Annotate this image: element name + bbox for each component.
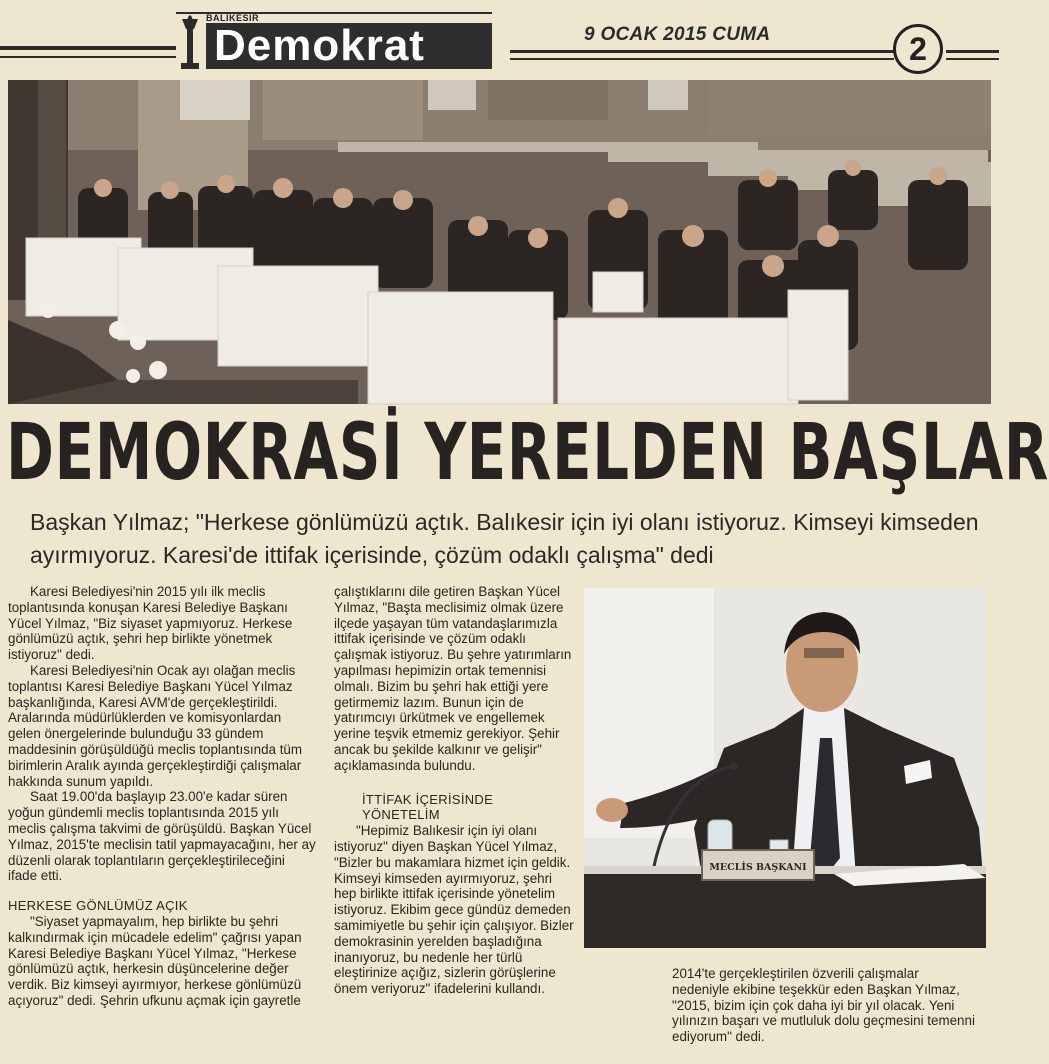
column1-paragraph-3: Saat 19.00'da başlayıp 23.00'e kadar süren yoğun gündemli meclis toplantısında 2015 yılı meclis çalışma takvimi de görüşüldü. Başkan Yücel Yılmaz, 2015'te meclisin tatil yapmayacağını, her ay düzenli olarak toplantıların gerçekleştirileceğini ifade etti. [8,789,316,884]
logo-name: Demokrat [206,23,492,69]
mayor-speaking-image [584,588,986,948]
article-column-2 [334,584,578,997]
issue-date: 9 OCAK 2015 CUMA [584,24,771,45]
article-subheadline: Başkan Yılmaz; "Herkese gönlümüzü açtık. Balıkesir için iyi olanı istiyoruz. Kimseyi kimseden ayırmıyoruz. Karesi'de ittifak içerisinde, çözüm odaklı çalışma" dedi [30,509,979,568]
masthead [0,0,999,80]
masthead-rule-left-thin [0,56,176,58]
masthead-rule-right-thin [510,58,894,60]
article-column-3 [672,966,976,1045]
mayor-speaking-photo [584,588,986,948]
article-column-1 [8,584,316,1009]
masthead-rule-left [0,46,176,50]
logo-city-label: BALIKESİR [206,13,260,23]
masthead-rule-far-right-thin [946,58,999,60]
column1-paragraph-4: "Siyaset yapmayalım, hep birlikte bu şehri kalkındırmak için mücadele edelim" çağrısı yapan Karesi Belediye Başkanı Yücel Yılmaz, "Herkese gönlümüzü açtık, herkesin düşüncelerine değer verdik. Biz kimseyi ayırmıyor, herkese gönlümüzü açıyoruz" dedi. Şehrin ufkunu açmak için gayretle [8,913,302,1008]
column2-paragraph-2: "Hepimiz Balıkesir için iyi olanı istiyoruz" diyen Başkan Yücel Yılmaz, "Bizler bu makamlara hizmet için geldik. Kimseyi kimseden ayırmıyoruz, şehri hep birlikte ittifak içerisinde yönetelim istiyoruz. Ekibim gece gündüz demeden samimiyetle bu şehir için çalışıyor. Bizler demokrasinin yerelden başladığına inanıyoruz, bu nedenle her türlü eleştirinize açığız, sizlerin görüşlerine önem veriyoruz" ifadelerini kullandı. [334,823,574,997]
page-number: 2 [893,24,943,74]
council-meeting-image [8,80,991,404]
masthead-rule-right [510,50,894,53]
column1-paragraph-2: Karesi Belediyesi'nin Ocak ayı olağan meclis toplantısı Karesi Belediye Başkanı Yücel Yılmaz başkanlığında, Karesi AVM'de gerçekleştirildi. Aralarında müdürlüklerden ve komisyonlardan gelen önergelerinde bulunduğu 33 gündem maddesinin görüşüldüğü meclis toplantısında tüm birimlerin Aralık ayında gerçekleştirdiği çalışmalar hakkında sunum yapıldı. [8,662,303,789]
masthead-rule-far-right [946,50,999,53]
column1-paragraph-1: Karesi Belediyesi'nin 2015 yılı ilk meclis toplantısında konuşan Karesi Belediye Başkanı Yücel Yılmaz, "Biz siyaset yapmıyoruz. Herkese gönlümüzü açtık, şehri hep birlikte yönetmek istiyoruz" dedi. [8,584,293,663]
column2-subheading-line-1: İTTİFAK İÇERİSİNDE [362,791,494,807]
article-headline: DEMOKRASİ YERELDEN BAŞLAR [6,408,1049,498]
torch-icon [176,15,204,71]
column1-subheading: HERKESE GÖNLÜMÜZ AÇIK [8,898,188,914]
column3-paragraph-1: 2014'te gerçekleştirilen özverili çalışmalar nedeniyle ekibine teşekkür eden Başkan Yılmaz, "2015, bizim için çok daha iyi bir yıl olacak. Yeni yılınızın başarı ve mutluluk dolu geçmesini temenni ediyorum" dedi. [672,966,975,1045]
council-meeting-photo [8,80,991,404]
newspaper-logo [176,13,492,75]
nameplate-text: MECLİS BAŞKANI [709,862,807,873]
column2-paragraph-1: çalıştıklarını dile getiren Başkan Yücel Yılmaz, "Başta meclisimiz olmak üzere ilçede yaşayan tüm vatandaşlarımızla ittifak içerisinde ve çözüm odaklı çalışmak istiyoruz. Bu şehre yatırımların yapılması hepimizin ortak temennisi olmalı. Bizim bu şehri hak ettiği yere getirmemiz lazım. Bunun için de yatırımcıyı ürkütmek ve engellemek yerine teşvik etmemiz gerekiyor. Şehir ancak bu şekilde kalkınır ve gelişir" açıklamasında bulundu. [334,584,572,773]
column2-subheading-line-2: YÖNETELİM [362,807,440,823]
